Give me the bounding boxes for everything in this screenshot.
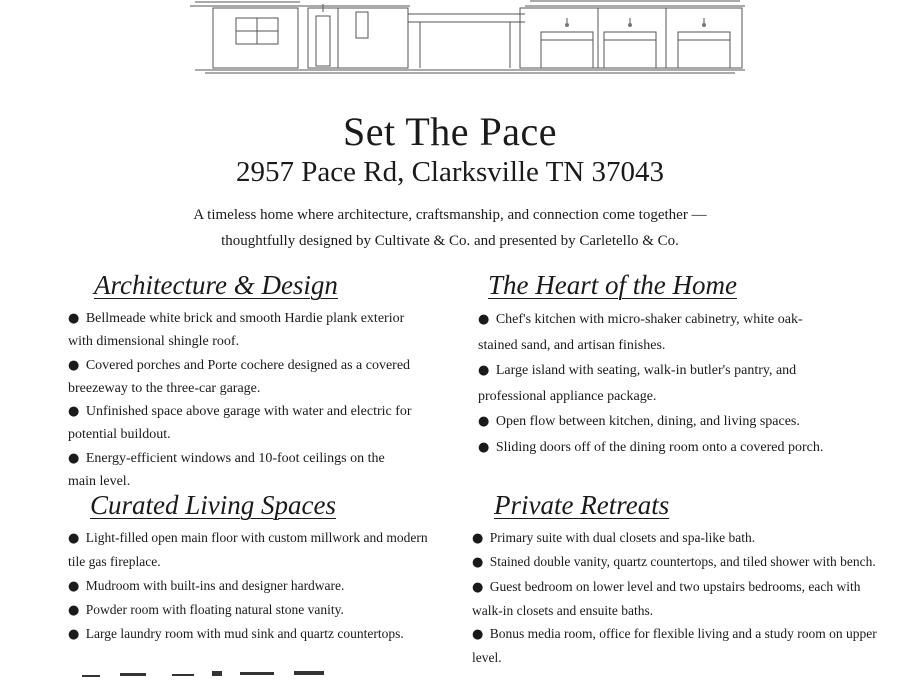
bullet-icon: ● — [478, 414, 490, 429]
section-heading: Curated Living Spaces — [90, 490, 336, 520]
section-private-retreats — [472, 490, 887, 670]
tagline — [150, 202, 750, 254]
bullet-icon: ● — [472, 555, 484, 571]
bullet-icon: ● — [472, 579, 484, 595]
cropped-next-heading — [80, 667, 340, 681]
list-item: ● Open flow between kitchen, dining, and living spaces. — [478, 414, 800, 429]
bullet-icon: ● — [68, 404, 80, 420]
list-item: ● Energy-efficient windows and 10-foot ceilings on the main level. — [68, 450, 385, 490]
section-heading: The Heart of the Home — [488, 270, 737, 300]
list-item: ● Powder room with floating natural stone vanity. — [68, 601, 344, 618]
feature-list — [472, 526, 887, 670]
bullet-icon: ● — [68, 311, 80, 326]
list-item: ● Chef's kitchen with micro-shaker cabinetry, white oak-stained sand, and artisan finishes. — [478, 312, 803, 353]
bullet-icon: ● — [472, 531, 484, 546]
list-item: ● Mudroom with built-ins and designer hardware. — [68, 577, 345, 594]
tagline-line-2: thoughtfully designed by Cultivate & Co. and presented by Carletello & Co. — [221, 233, 679, 249]
feature-list — [68, 526, 448, 646]
section-heading: Private Retreats — [494, 490, 670, 520]
list-item: ● Primary suite with dual closets and spa-like bath. — [472, 530, 756, 546]
list-item: ● Stained double vanity, quartz countertops, and tiled shower with bench. — [472, 554, 876, 571]
list-item: ● Bonus media room, office for flexible living and a study room on upper level. — [472, 626, 877, 666]
section-heart-of-home — [478, 270, 833, 460]
bullet-icon: ● — [68, 450, 80, 466]
bullet-icon: ● — [478, 312, 490, 327]
bullet-icon: ● — [68, 357, 80, 373]
house-sketch-illustration — [0, 0, 900, 80]
bullet-icon: ● — [68, 578, 80, 594]
feature-list — [478, 307, 833, 460]
bullet-icon: ● — [68, 602, 80, 618]
list-item: ● Unfinished space above garage with water and electric for potential buildout. — [68, 404, 412, 443]
list-item: ● Large island with seating, walk-in butler's pantry, and professional appliance package. — [478, 363, 797, 404]
tagline-line-1: A timeless home where architecture, craftsmanship, and connection come together — — [193, 207, 707, 223]
bullet-icon: ● — [478, 439, 490, 455]
bullet-icon: ● — [68, 627, 80, 643]
list-item: ● Bellmeade white brick and smooth Hardie plank exterior with dimensional shingle roof. — [68, 311, 405, 350]
property-address: 2957 Pace Rd, Clarksville TN 37043 — [236, 156, 664, 188]
section-heading: Architecture & Design — [94, 270, 338, 300]
list-item: ● Light-filled open main floor with custom millwork and modern tile gas fireplace. — [68, 530, 428, 570]
list-item: ● Sliding doors off of the dining room onto a covered porch. — [478, 439, 824, 455]
bullet-icon: ● — [478, 363, 490, 378]
feature-list — [68, 307, 413, 493]
bullet-icon: ● — [68, 531, 80, 546]
page-title: Set The Pace — [342, 109, 558, 154]
section-architecture-design — [68, 270, 413, 493]
list-item: ● Guest bedroom on lower level and two upstairs bedrooms, each with walk-in closets and ensuite baths. — [472, 578, 861, 618]
list-item: ● Large laundry room with mud sink and quartz countertops. — [68, 626, 404, 643]
bullet-icon: ● — [472, 627, 484, 643]
section-curated-living-spaces — [68, 490, 448, 646]
list-item: ● Covered porches and Porte cochere designed as a covered breezeway to the three-car garage. — [68, 357, 411, 396]
